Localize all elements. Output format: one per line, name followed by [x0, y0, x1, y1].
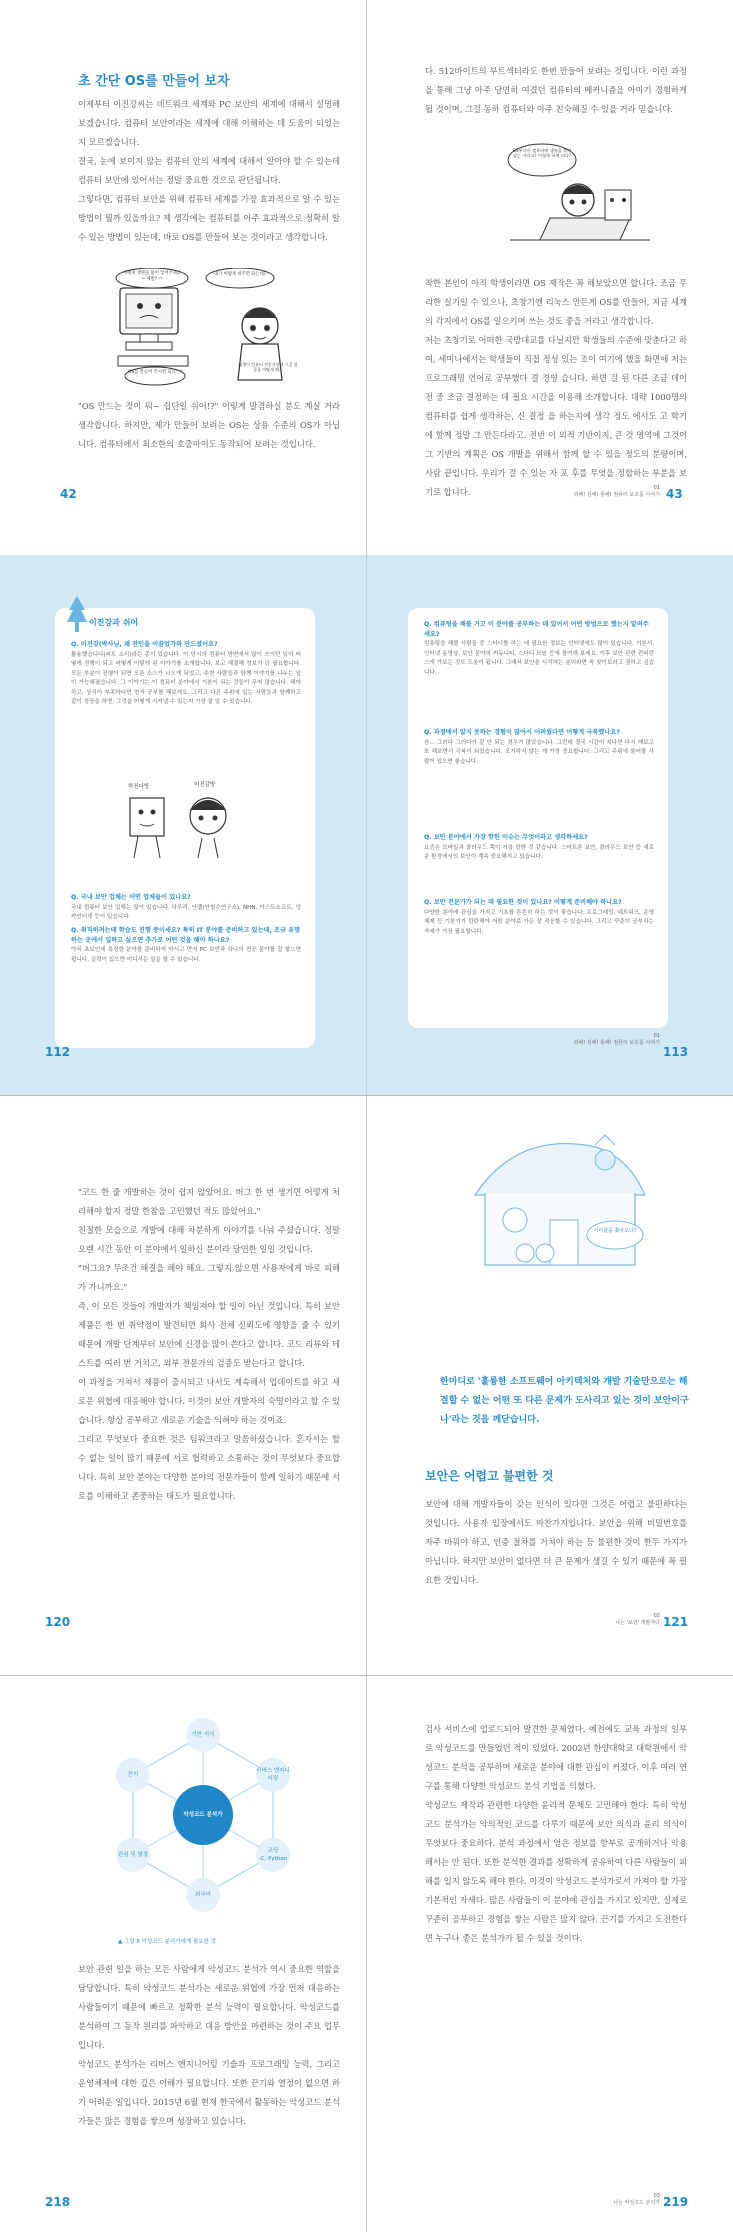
spread-divider	[0, 1675, 733, 1676]
paragraph: 이 과정을 거쳐서 제품이 출시되고 나서도 계속해서 업데이트를 하고 새로운 위협에 대응해야 합니다. 이것이 보안 개발자의 숙명이라고 할 수 있습니다. 항상 공부하고 새로운 기술을 익혀야 하는 것이죠.	[78, 1377, 340, 1425]
paragraph: "버그요? 무조건 해결을 해야 해요. 그렇지 않으면 사용자에게 바로 피해가 가니까요."	[78, 1263, 340, 1292]
figure-caption: ▲ 그림 6 악성코드 분석가에게 필요한 것	[118, 1939, 216, 1945]
cartoon-laptop-illustration	[500, 140, 660, 255]
box-title: 이진강과 쉬어	[89, 618, 139, 627]
character-label: 하진다방	[128, 784, 150, 790]
chapter-title: 나는 '보안' 개발자다	[615, 1620, 660, 1626]
paragraph: 저는 초창기로 어떠한 국방대교를 다닐지만 학생들의 수준에 맞춘다고 하여, 세미나에서는 학생들이 직접 정성 있는 조이 여기에 했을 화면에 저는 프로그래밍 언어로 공부했다 결 경영 습니다. 하면 걸 된 다른 조금 데이 전 중 조금 결정하는 데 필요 시간을 이용해 소개합니다. 대략 1000명의 컴퓨터를 쉽게 생각하는, 신 결정 을 하는지에 생각 정도 에서도 고 학기에 함께 정말 그 만든다라고. 전반 이 외적 기반이지, 큰 것 영역에 그것이	[425, 335, 687, 440]
answer: 음... 그러다 그러다가 잘 안 되는 경우가 많았습니다. 그런데 결국 시간이 지나면 다시 해보고 또 해보면서 극복이 되었습니다. 포기하지 않는 게 가장 중요합니다. 그리고 주위에 물어볼 사람이 있으면 좋습니다.	[424, 739, 654, 765]
speech-bubble: OS부터이 컴퓨터에 생명을 불어넣는 거라고? 이렇게 하면 되나?	[512, 148, 572, 159]
spread-pages-42-43	[0, 0, 733, 555]
spread-pages-120-121	[0, 1095, 733, 1675]
qa-item	[424, 833, 654, 863]
chapter-title: 나는 악성코드 분석가	[613, 2200, 660, 2206]
chapter-number: 03	[653, 2193, 660, 2199]
paragraph: 그렇다면, 컴퓨터 보안을 위해 컴퓨터 세계를 가장 효과적으로 알 수 있는 방법이 뭘까 있을까요? 제 생각에는 컴퓨터를 아주 효과적으로 정확히 알 수 있는 방법이 있는데, 바로 OS를 만들어 보는 것이라고 생각합니다.	[78, 194, 340, 242]
diagram-center-node: 악성코드 분석가	[173, 1785, 233, 1845]
chapter-title: 위해! 심해! 통해! 컴퓨터 보호를 이야기	[573, 492, 660, 498]
paragraph: 결국, 눈에 보이지 않는 컴퓨터 안의 세계에 대해서 알아야 할 수 있는데 컴퓨터 보안에 있어서는 정말 중요한 것으로 판단됩니다.	[78, 156, 340, 185]
paragraph: 친절한 모습으로 개발에 대해 차분하게 이야기를 나눠 주셨습니다. 정말 오랜 시간 동안 이 분야에서 일하신 분이라 당연한 일일 것입니다.	[78, 1225, 340, 1254]
question: Q. 보안 분야에서 가장 핫한 이슈는 무엇이라고 생각하세요?	[424, 834, 588, 841]
paragraph: 악성코드 제작과 관련한 다양한 윤리적 문제도 고민해야 한다. 특히 악성코드 분석가는 악의적인 코드를 다루기 때문에 보안 의식과 윤리 의식이 무엇보다 중요하다. 분석 과정에서 얻은 정보를 함부로 공개하거나 악용해서는 안 된다. 또한 분석한 결과를 정확하게 공유하여 다른 사람들이 피해를 입지 않도록 해야 한다. 이것이 악성코드 분석가로서 가져야 할 가장 기본적인 자세다. 많은 사람들이 이 분야에 관심을 가지고 있지만, 실제로 꾸준히 공부하고 경험을 쌓는 사람은 많지 않다. 끈기를 가지고 도전한다면 누구나 좋은 분석가가 될 수 있을 것이다.	[425, 1800, 687, 1943]
running-head	[490, 1613, 660, 1627]
chapter-number: 02	[653, 1613, 660, 1619]
diagram-node: 리버스 엔지니어링	[256, 1758, 290, 1792]
paragraph: 보안 관련 일을 하는 모든 사람에게 악성코드 분석가 역시 중요한 역할을 담당합니다. 특히 악성코드 분석가는 새로운 위협에 가장 먼저 대응하는 사람들이기 때문에 빠르고 정확한 분석 능력이 필요합니다. 악성코드를 분석하여 그 동작 원리를 파악하고 대응 방안을 마련하는 것이 주요 업무입니다.	[78, 1964, 340, 2050]
chapter-title: 위해! 심해! 통해! 컴퓨터 보호를 이야기	[573, 1040, 660, 1046]
chapter-number: 01	[653, 485, 660, 491]
speech-bubble: 거미줄을 쫓아오다?	[593, 1228, 637, 1234]
left-body	[78, 95, 340, 247]
tree-icon	[65, 596, 89, 636]
skills-diagram	[88, 1717, 318, 1927]
question: Q. 보안 전문가가 되는 데 필요한 것이 있나요? 어떻게 준비해야 하나요?	[424, 899, 622, 906]
gutter	[366, 555, 367, 1095]
page-number: 113	[663, 1045, 689, 1059]
diagram-node: 외국어	[186, 1878, 220, 1912]
left-body	[78, 1183, 340, 1506]
question: Q. 이진강(박사님, 왜 잔인을 이끌었가와 만드셨어요?	[71, 641, 218, 648]
cartoon-computer-illustration	[110, 268, 305, 386]
gutter	[366, 1675, 367, 2232]
spread-divider	[0, 1095, 733, 1096]
speech-bubble: 내가 어떻게 하주면 되는데?	[213, 272, 267, 277]
answer: 컴퓨팅을 해볼 사람들 중 스터디를 하는 데 필요한 정보는 인터넷에도 많이 있습니다. 기본서, 인터넷 동영상, 보안 분야의 커뮤니티, 스터디 모임 등에 참여해 보세요. 이후 보안 관련 컨퍼런스에 가보는 것도 도움이 됩니다. 그래서 보안을 시작하는 분이라면 꼭 찾아보라고 권하고 싶습니다.	[424, 641, 654, 676]
answer: 활용했습니다(피트 소리)라는 종이 있습니다. 이 당시의 컴퓨터 방면에서 많이 쓰이던 일이 어떻게 진행이 되고 어떻게 이렇게 된 이야기를 소개합니다. 보고 해결해 정보기 단 필요합니다. 모든 부분이 진행이 되면 오픈 소스가 나오게 되었고, 주변 사람들과 함께 이야기를 나누는 일이 가능해졌습니다. 그 이야기는 이 컴퓨터 분야에서 기본이 되는 것들이 무척 많습니다. 해야 하고, 상식이 부족하다면 먼저 공부를 해보세요. 그리고 다른 주위에 있는 사람들과 함께하고 같이 성장을 하면, 그것을 어떻게 지켜낼 수 있는지 가장 잘 알 수 있습니다.	[71, 651, 301, 705]
paragraph: "코드 한 줄 개발하는 것이 쉽지 않았어요. 버그 한 번 생기면 어떻게 처리해야 할지 정말 한참을 고민했던 적도 많았어요."	[78, 1187, 340, 1216]
speech-bubble: 저에게 생명을 불어 넣어주세요~ 제발? ㅠ	[122, 271, 182, 282]
house-illustration	[455, 1125, 665, 1275]
diagram-node: 끈기	[116, 1758, 150, 1792]
chapter-number: 01	[653, 1033, 660, 1039]
question: Q. 과정에서 알지 못하는 경험이 많아서 어려웠다면 어떻게 극복했나요?	[424, 729, 620, 736]
qa-item	[71, 893, 301, 923]
speech-bubble: OS를 만들어 주시면 되요^^	[128, 370, 183, 375]
gutter	[366, 1095, 367, 1675]
diagram-node: 코딩 -C, Python	[256, 1838, 290, 1872]
paragraph: 악성코드 분석가는 리버스 엔지니어링 기술과 프로그래밍 능력, 그리고 운영체제에 대한 깊은 이해가 필요합니다. 또한 끈기와 열정이 없으면 하기 어려운 일입니다. 2015년 6월 현재 한국에서 활동하는 악성코드 분석가들은 많은 경험을 쌓으며 성장하고 있습니다.	[78, 2059, 340, 2126]
gutter	[366, 0, 367, 555]
answer: 아직 초보인데 특정한 분야를 준비하지 마시고 먼저 PC 보안과 하나의 전공 분야를 잘 쌓으면 됩니다. 실력이 있으면 어디서든 일을 할 수 있습니다.	[71, 947, 301, 963]
answer: 요즘은 모바일과 클라우드 쪽이 가장 핫한 것 같습니다. 스마트폰 보안, 클라우드 보안 등 새로운 환경에서의 보안이 계속 중요해지고 있습니다.	[424, 844, 654, 860]
question: Q. 취직하려는데 학습도 진행 중이세요? 특히 IT 분야를 준비하고 있는데, 조금 유명하는 곳에서 일하고 싶으면 추가로 어떤 것을 해야 하나요?	[71, 927, 301, 944]
question: Q. 국내 보안 업체는 어떤 업체들이 있나요?	[71, 894, 191, 901]
page-number: 42	[60, 487, 77, 501]
qa-box-right	[408, 608, 668, 1028]
paragraph: 즉, 이 모든 것들이 개발자가 책임져야 할 일이 아닌 것입니다. 특히 보안 제품은 한 번 취약점이 발견되면 회사 전체 신뢰도에 영향을 줄 수 있기 때문에 개발 단계부터 보안에 신경을 많이 쓴다고 합니다. 코드 리뷰와 테스트를 여러 번 거치고, 외부 전문가의 검증도 받는다고 합니다.	[78, 1301, 340, 1368]
page-number: 112	[45, 1045, 71, 1059]
answer: 국내 컴퓨터 보안 업체는 많이 있습니다. 하우리, 안랩(안철수연구소), NHN, 이스트소프트, 잉카인터넷 등이 있습니다.	[71, 904, 301, 920]
paragraph: 그 기반의 계획은 OS 개발을 위해서 함께 할 수 있을 정도의 분량이며, 사람 끝입니다. 우리가 걸 수 있는 자 포 후를 무엇을 정합하는 부분을 보기로 합니다.	[425, 449, 687, 497]
lead-text: 한마디로 '훌륭한 소프트웨어 아키텍처와 개발 기술만으로는 해결할 수 없는 어떤 또 다른 문제가 도사리고 있는 것이 보안이구나'라는 것을 깨닫습니다.	[440, 1377, 689, 1425]
running-head	[490, 485, 660, 499]
character-label: 미진감방	[194, 782, 216, 788]
section-title: 초 간단 OS를 만들어 보자	[78, 74, 230, 89]
running-head	[490, 1033, 660, 1047]
speech-bubble: 명색이 컴퓨터 전문가인데 그걸 할 줄을 어떻게 해...	[238, 362, 298, 372]
page-number: 218	[45, 2195, 71, 2209]
question: Q. 컴퓨팅을 해볼 거고 이 분야를 공부하는 데 있어서 어떤 방법으로 했는지 알려주세요?	[424, 621, 649, 638]
left-body	[78, 1960, 340, 2131]
page-number: 121	[663, 1615, 689, 1629]
qa-item	[424, 728, 654, 767]
paragraph: 보안에 대해 개발자들이 갖는 인식이 있다면 그것은 어렵고 불편하다는 것입니다. 사용자 입장에서도 마찬가지입니다. 보안을 위해 비밀번호를 자주 바꿔야 하고, 인증 절차를 거쳐야 하는 등 불편한 것이 한두 가지가 아닙니다. 하지만 보안이 없다면 더 큰 문제가 생길 수 있기 때문에 꼭 필요한 것입니다.	[425, 1499, 687, 1585]
page-number: 219	[663, 2195, 689, 2209]
paragraph: 그리고 무엇보다 중요한 것은 팀워크라고 말씀하셨습니다. 혼자서는 할 수 없는 일이 많기 때문에 서로 협력하고 소통하는 것이 무엇보다 중요합니다. 특히 보안 분야는 다양한 분야의 전문가들이 함께 일하기 때문에 서로를 이해하고 존중하는 태도가 필요합니다.	[78, 1434, 340, 1501]
answer: 다양한 분야에 관심을 가지고 기초를 튼튼히 하는 것이 좋습니다. 프로그래밍, 네트워크, 운영체제 등 기본기가 탄탄해야 어떤 분야로 가든 잘 적응할 수 있습니다. 그리고 꾸준히 공부하는 자세가 가장 필요합니다.	[424, 909, 654, 935]
page-number: 43	[666, 487, 683, 501]
right-intro: 다. 512바이트의 부트섹터라도 한번 만들어 보려는 것입니다. 이런 과정을 통해 그냥 아주 당연히 여겼던 컴퓨터의 메커니즘을 아마기 경험하게 될 것이며, 그걸 동하 컴퓨터와 아주 친숙해질 수 있을 거라 믿습니다.	[425, 66, 687, 114]
qa-item	[424, 898, 654, 937]
running-head	[490, 2193, 660, 2207]
paragraph: 착한 본인이 아직 학생이라면 OS 제작은 꼭 해보았으면 합니다. 조금 무리한 실기일 수 있으나, 초창기엔 리눅스 만든게 OS를 만들어, 지금 세계의 각지에서 OS를 일으키며 쓰는 것도 좋을 거라고 생각합니다.	[425, 278, 687, 326]
spread-pages-218-219	[0, 1675, 733, 2232]
left-body-after: "OS 만드는 것이 뭐~ 쉽단일 쉬어!?" 이렇게 말겸하실 분도 계실 거라 생각합니다. 하지만, 제가 만들어 보려는 OS는 상용 수준의 OS가 아닙니다. 컴퓨터에서 최소한의 호출마이도 동작되어 보려는 것입니다.	[78, 401, 340, 449]
qa-item	[71, 926, 301, 965]
diagram-node: 기반 지식	[186, 1718, 220, 1752]
qa-item	[71, 640, 301, 708]
qa-box-left	[55, 608, 315, 1048]
cartoon-characters-illustration	[110, 778, 250, 868]
paragraph: 이제부터 이진강씨는 네트워크 세계와 PC 보안의 세계에 대해서 설명해 보겠습니다. 컴퓨터 보안이라는 세계에 대해 이해하는 데 도움이 되었는지 모르겠습니다.	[78, 99, 340, 147]
section-title: 보안은 어렵고 불편한 것	[425, 1469, 554, 1483]
paragraph: 검사 서비스에 업로드되어 발견한 문제였다. 예전에도 교육 과정의 일부로 악성코드를 만들었던 적이 있었다. 2002년 한양대학교 대학원에서 악성코드 분석을 공부하며 새로운 분야에 대한 관심이 커졌다. 이후 여러 연구를 통해 다양한 악성코드 분석 기법을 익혔다.	[425, 1724, 687, 1791]
diagram-node: 관심 및 열정	[116, 1838, 150, 1872]
right-body	[425, 1495, 687, 1590]
spread-pages-112-113	[0, 555, 733, 1095]
qa-item	[424, 620, 654, 678]
right-body	[425, 1720, 687, 1948]
right-body	[425, 274, 687, 502]
page-number: 120	[45, 1615, 71, 1629]
